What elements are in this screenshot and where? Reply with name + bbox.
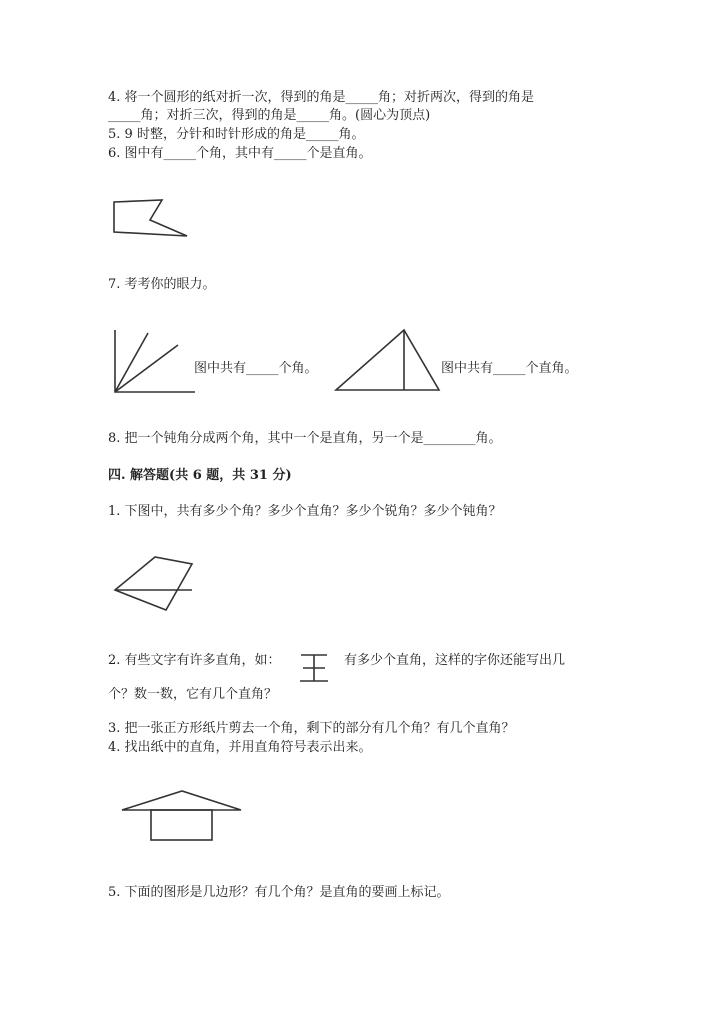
q6-text: 6. 图中有_____个角，其中有_____个是直角。 bbox=[108, 146, 372, 161]
q7-label-b: 图中共有_____个直角。 bbox=[441, 361, 578, 376]
q4-line2: _____角；对折三次，得到的角是_____角。(圆心为顶点) bbox=[108, 108, 431, 123]
s4-q2-before: 2. 有些文字有许多直角，如： bbox=[108, 653, 281, 668]
s4-q4-body bbox=[151, 810, 212, 840]
q8-text: 8. 把一个钝角分成两个角，其中一个是直角，另一个是________角。 bbox=[108, 431, 502, 446]
s4-q1-text: 1. 下图中，共有多少个角？多少个直角？多少个锐角？多少个钝角？ bbox=[108, 504, 502, 519]
s4-q2-after: 有多少个直角，这样的字你还能写出几 bbox=[344, 653, 566, 668]
q7-title: 7. 考考你的眼力。 bbox=[108, 277, 216, 292]
q4-line1: 4. 将一个圆形的纸对折一次，得到的角是_____角；对折两次，得到的角是 bbox=[108, 90, 535, 105]
s4-q5-text: 5. 下面的图形是几边形？有几个角？是直角的要画上标记。 bbox=[108, 885, 450, 900]
q5-text: 5. 9 时整，分针和时针形成的角是_____角。 bbox=[108, 127, 365, 142]
section4-heading: 四. 解答题(共 6 题，共 31 分) bbox=[108, 468, 292, 483]
s4-q3-text: 3. 把一张正方形纸片剪去一个角，剩下的部分有几个角？有几个直角？ bbox=[108, 721, 515, 736]
q7-label-a: 图中共有_____个角。 bbox=[194, 361, 318, 376]
s4-q2-line2: 个？数一数，它有几个直角？ bbox=[108, 687, 278, 702]
s4-q4-text: 4. 找出纸中的直角，并用直角符号表示出来。 bbox=[108, 740, 372, 755]
s4-q4-roof bbox=[122, 791, 241, 810]
